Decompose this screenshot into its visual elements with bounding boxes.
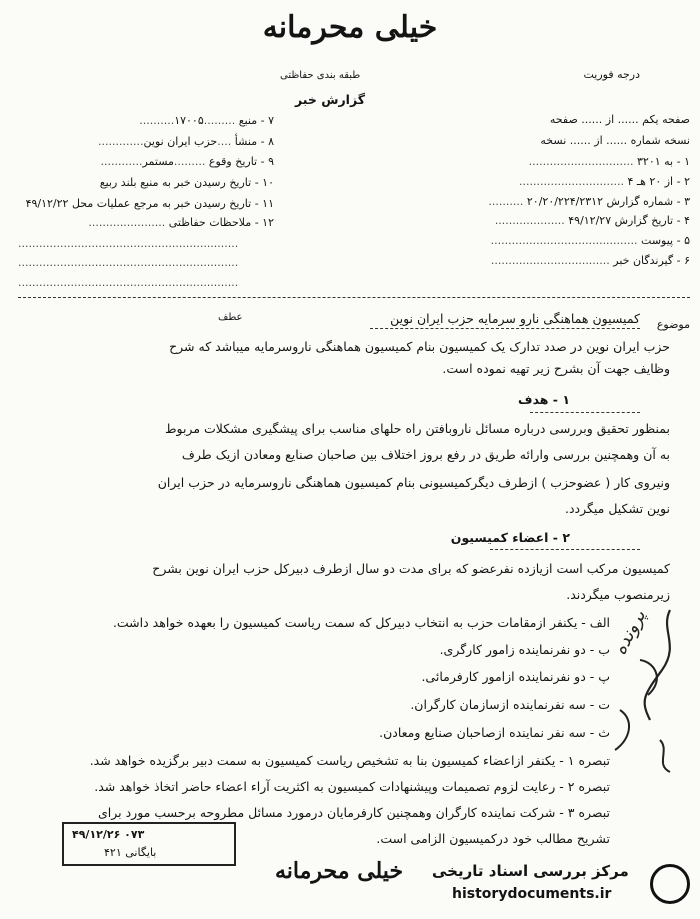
right-field: نسخه شماره ...... از ...... نسخه <box>540 134 690 147</box>
blank-line: ............................................................... <box>18 276 239 289</box>
stamp-line: بایگانی ۴۲۱ <box>104 846 157 859</box>
left-field: ۱۰ - تاریخ رسیدن خبر به منبع بلند ربیع <box>99 176 274 189</box>
list-item: پ - دو نفرنماینده ازامور کارفرمائی. <box>421 669 610 684</box>
right-field: ۴ - تاریخ گزارش ۴۹/۱۲/۲۷ .................... <box>494 214 690 227</box>
note-line: تبصره ۲ - رعایت لزوم تصمیمات وپیشنهادات کمیسیون به اکثریت آراء اعضاء حاضر اتخاذ خواهد شد. <box>94 779 610 794</box>
section-title: ۱ - هدف <box>518 392 570 407</box>
body-text: کمیسیون مرکب است ازیازده نفرعضو که برای مدت دو سال ازطرف دبیرکل حزب ایران نوین بشرح <box>152 561 670 576</box>
left-field: ۷ - منبع .........۱۷۰۰۵.......... <box>139 114 274 127</box>
left-field: ۹ - تاریخ وقوع .........مستمر............ <box>100 155 274 168</box>
body-text: نوین تشکیل میگردد. <box>564 501 670 516</box>
body-text: زیرمنصوب میگردند. <box>566 587 670 602</box>
archive-logo-icon <box>650 864 690 904</box>
body-text: ونیروی کار ( عضوحزب ) ازطرف دیگرکمیسیونی بنام کمیسیون هماهنگی ناروسرمایه در حزب ایران <box>157 475 670 490</box>
note-line: تشریح مطالب خود درکمیسیون الزامی است. <box>376 831 610 846</box>
left-field: ۱۱ - تاریخ رسیدن خبر به مرجع عملیات محل ۴۹/۱۲/۲۲ <box>25 197 274 210</box>
subject-underline <box>370 328 640 329</box>
note-line: تبصره ۳ - شرکت نماینده کارگران وهمچنین کارفرمایان درمورد مسائل مطروحه برحسب مورد برای <box>97 805 610 820</box>
registry-stamp <box>62 822 236 866</box>
body-text: به آن وهمچنین بررسی وارائه طریق در رفع بروز اختلاف بین صاحبان صنایع ومعادن ازیک طرف <box>181 447 670 462</box>
right-field: ۶ - گیرندگان خبر .................................. <box>490 254 690 267</box>
section-underline <box>530 412 640 413</box>
subject-text: کمیسیون هماهنگی نارو سرمایه حزب ایران نوین <box>390 311 640 326</box>
footer-classification: خیلی محرمانه <box>275 858 404 884</box>
archive-watermark-text: مرکز بررسی اسناد تاریخی <box>432 862 629 880</box>
subject-label: موضوع <box>656 318 690 331</box>
list-item: ث - سه نفر نماینده ازصاحبان صنایع ومعادن. <box>379 725 610 740</box>
body-text: بمنظور تحقیق وبررسی درباره مسائل ناروبافتن راه حلهای مناسب برای پیشگیری مشکلات مربوط <box>164 421 670 436</box>
section-title: ۲ - اعضاء کمیسیون <box>450 530 570 545</box>
list-item: ب - دو نفرنماینده زامور کارگری. <box>439 642 610 657</box>
reference-note: عطف <box>218 312 243 323</box>
note-line: تبصره ۱ - یکنفر ازاعضاء کمیسیون بنا به تشخیص ریاست کمیسیون به سمت دبیر برگزیده خواهد شد. <box>89 753 610 768</box>
archive-watermark-url: historydocuments.ir <box>452 886 612 902</box>
right-field: ۵ - پیوست .......................................... <box>490 234 690 247</box>
blank-line: ............................................................... <box>18 256 239 269</box>
classification-title: خیلی محرمانه <box>262 10 438 45</box>
section-underline <box>490 549 640 550</box>
classification-label: طبقه بندی حفاظتی <box>280 70 361 81</box>
report-label: گزارش خبر <box>295 92 366 107</box>
body-text: وظایف جهت آن بشرح زیر تهیه نموده است. <box>442 361 670 376</box>
left-field: ۱۲ - ملاحظات حفاظتی ...................... <box>88 216 274 229</box>
urgency-label: درجه فوریت <box>583 68 640 81</box>
right-field: ۳ - شماره گزارش ۲۰/۲۰/۲۲۴/۲۳۱۲ .......... <box>488 195 690 208</box>
stamp-line: ۴۹/۱۲/۲۶ ۰۷۳ <box>72 828 145 841</box>
right-field: صفحه یکم ...... از ...... صفحه <box>549 113 690 126</box>
header-divider <box>18 297 690 298</box>
body-text: حزب ایران نوین در صدد تدارک یک کمیسیون بنام کمیسیون هماهنگی ناروسرمایه میباشد که شرح <box>169 339 670 354</box>
left-field: ۸ - منشأ ....حزب ایران نوین............. <box>98 135 274 148</box>
handwritten-signature-icon <box>600 600 695 780</box>
right-field: ۲ - از ۲۰ هـ ۴ .............................. <box>519 175 690 188</box>
blank-line: ............................................................... <box>18 237 239 250</box>
list-item: الف - یکنفر ازمقامات حزب به انتخاب دبیرکل که سمت ریاست کمیسیون را بعهده خواهد داشت. <box>112 615 610 630</box>
right-field: ۱ - به ۳۲۰۱ .............................. <box>528 155 690 168</box>
list-item: ت - سه نفرنماینده ازسازمان کارگران. <box>410 697 610 712</box>
handwritten-margin-note: پرونده <box>609 606 651 659</box>
